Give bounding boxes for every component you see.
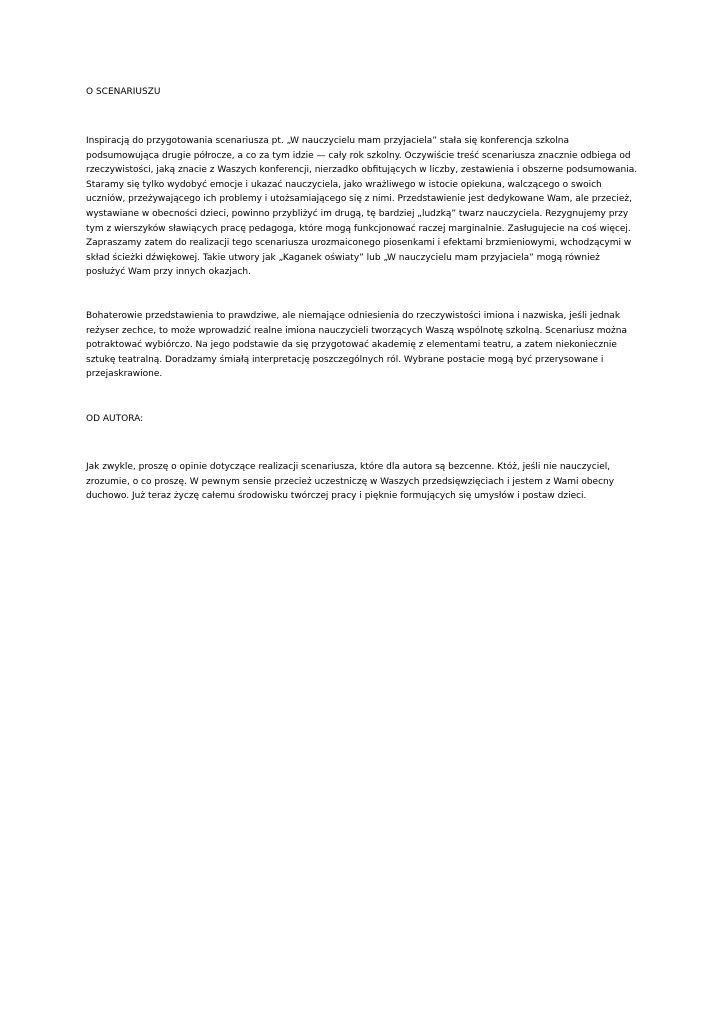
paragraph-author-note: Jak zwykle, proszę o opinie dotyczące realizacji scenariusza, które dla autora są bezcenne. Któż, jeśli nie nauczyciel, zrozumie, o co proszę. W pewnym sensie przecież uczestniczę w Waszych przedsięwzięciach i jestem z Wami obecny duchowo. Już teraz życzę całemu środowisku twórczej pracy i pięknie formujących się umysłów i postaw dzieci.: [86, 461, 615, 502]
section-heading-about-script: O SCENARIUSZU: [86, 87, 161, 97]
paragraph-inspiration: Inspiracją do przygotowania scenariusza pt. „W nauczycielu mam przyjaciela” stała się konferencja szkolna podsumowująca drugie półrocze, a co za tym idzie — cały rok szkolny. Oczywiście treść scenariusza znacznie odbiega od rzeczywistości, jaką znacie z Waszych konferencji, nierzadko obfitujących w liczby, zestawienia i obszerne podsumowania. Staramy się tylko wydobyć emocje i ukazać nauczyciela, jako wrażliwego w istocie opiekuna, walczącego o swoich uczniów, przeżywającego ich problemy i utożsamiającego się z nimi. Przedstawienie jest dedykowane Wam, ale przecież, wystawiane w obecności dzieci, powinno przybliżyć im drugą, tę bardziej „ludzką” twarz nauczyciela. Rezygnujemy przy tym z wierszyków sławiących pracę pedagoga, które mogą funkcjonować raczej marginalnie. Zasługujecie na coś więcej. Zapraszamy zatem do realizacji tego scenariusza urozmaiconego piosenkami i efektami brzmieniowymi, wchodzącymi w skład ścieżki dźwiękowej. Takie utwory jak „Kaganek oświaty” lub „W nauczycielu mam przyjaciela” mogą również posłużyć Wam przy innych okazjach.: [86, 136, 638, 278]
section-heading-from-author: OD AUTORA:: [86, 413, 144, 424]
document-page: [86, 86, 640, 504]
paragraph-characters: Bohaterowie przedstawienia to prawdziwe, ale niemające odniesienia do rzeczywistości imiona i nazwiska, jeśli jednak reżyser zechce, to może wprowadzić realne imiona nauczycieli tworzących Waszą wspólnotę szkolną. Scenariusz można potraktować wybiórczo. Na jego podstawie da się przygotować akademię z elementami teatru, a zatem niekoniecznie sztukę teatralną. Doradzamy śmiałą interpretację poszczególnych ról. Wybrane postacie mogą być przerysowane i przejaskrawione.: [86, 310, 627, 380]
